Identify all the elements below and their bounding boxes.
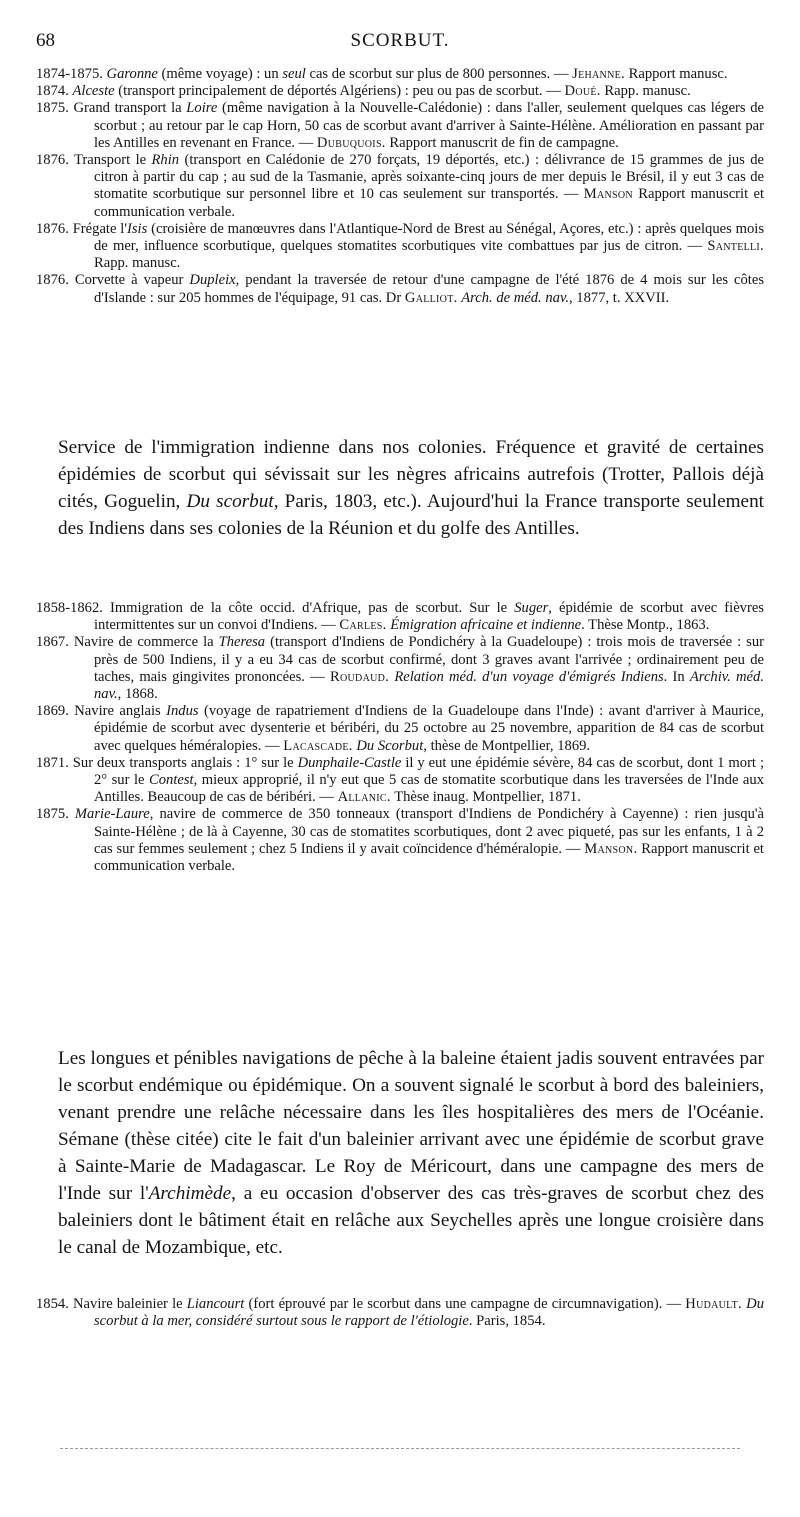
text-run: . Thèse Montp., 1863.: [581, 617, 710, 634]
entry-year: 1854.: [36, 1296, 73, 1312]
author-name: Carles.: [339, 617, 387, 634]
italic-text: Du Scorbut: [356, 737, 424, 754]
page-number: 68: [36, 30, 55, 51]
text-run: , a eu occasion d'observer des cas très-graves de scorbut chez des baleiniers dont le bâtiment était en relâche aux Seychelles après une longue croisière dans le canal de Mozambique, etc.: [58, 1183, 764, 1258]
chronology-entry: [36, 1296, 764, 1330]
text-run: (transport d'Indiens de Pondichéry à la Guadeloupe) : trois mois de traversée : sur près de 500 Indiens, il y a eu 34 cas de scorbut confirmé, dont 3 graves avant l'arrivée ; ordinairement peu de taches, mais gingivites prononcées. —: [94, 634, 765, 685]
text-run: Navire de commerce la: [73, 634, 219, 651]
entry-year: 1867.: [36, 634, 74, 651]
entries-block-3: [36, 1296, 764, 1330]
italic-text: Arch. de méd. nav.: [461, 289, 569, 306]
author-name: Hudault.: [685, 1296, 743, 1312]
italic-text: Du scorbut à la mer, considéré surtout sous le rapport de l'étiologie: [94, 1296, 765, 1330]
text-run: cas de scorbut sur plus de 800 personnes. —: [305, 66, 573, 82]
text-run: il y eut une épidémie sévère, 84 cas de scorbut, dont 1 mort ; 2° sur le: [94, 754, 764, 789]
text-run: Service de l'immigration indienne dans nos colonies. Fréquence et gravité de certaines épidémies de scorbut qui sévissait sur les nègres africains autrefois (Trotter, Pallois déjà cités, Goguelin,: [58, 437, 764, 512]
text-run: (transport en Calédonie de 270 forçats, 19 déportés, etc.) : délivrance de 15 grammes de jus de citron à partir du cap ; au sud de la Tasmanie, après soixante-cinq jours de mer depuis le Brésil, il y eut 3 cas de stomatite scorbutique sur personnel libre et 10 cas seulement sur transportés. —: [94, 152, 764, 203]
entry-year: 1871.: [36, 754, 73, 771]
text-run: Frégate l': [72, 220, 127, 237]
author-name: Galliot.: [404, 289, 458, 306]
chronology-entry: [36, 600, 764, 634]
italic-text: Indus: [166, 703, 199, 720]
running-title: SCORBUT.: [350, 30, 450, 51]
footer-rule: [60, 1448, 740, 1449]
text-run: Thèse inaug. Montpellier, 1871.: [390, 789, 581, 806]
paragraph-immigration: [58, 434, 764, 542]
italic-text: Archiv. méd. nav.: [94, 668, 764, 703]
text-run: Rapp. manusc.: [600, 83, 691, 100]
text-run: Rapport manuscrit de fin de campagne.: [385, 134, 619, 151]
chronology-entry: [36, 66, 764, 83]
text-run: Corvette à vapeur: [74, 272, 190, 289]
author-name: Santelli.: [707, 238, 764, 255]
italic-text: Isis: [126, 220, 148, 237]
italic-text: Du scorbut: [186, 491, 274, 512]
text-run: , navire de commerce de 350 tonneaux (transport d'Indiens de Pondichéry à Cayenne) : rien jusqu'à Sainte-Hélène ; de là à Cayenne, 30 cas de stomatites scorbutiques, dont 2 avec piqueté, pas sur les enfants, 1 à 2 cas sur femmes seulement ; chez 5 Indiens il y avait coïncidence d'héméralopie. —: [94, 806, 765, 857]
text-run: Navire baleinier le: [73, 1296, 187, 1312]
italic-text: Theresa: [218, 634, 266, 651]
text-run: (fort éprouvé par le scorbut dans une campagne de circumnavigation). —: [244, 1296, 686, 1312]
text-run: (croisière de manœuvres dans l'Atlantique-Nord de Brest au Sénégal, Açores, etc.) : après quelques mois de mer, influence scorbutique, quelques stomatites scorbutiques vite combattues par jus de citron. —: [94, 220, 765, 255]
text-run: (transport principalement de déportés Algériens) : peu ou pas de scorbut. —: [114, 83, 565, 100]
page-header: [36, 30, 764, 56]
text-run: , 1877, t. XXVII.: [569, 289, 670, 306]
chronology-entry: [36, 703, 764, 755]
text-run: , mieux approprié, il n'y eut que 5 cas de stomatite scorbutique dans les traversées de l'Inde aux Antilles. Beaucoup de cas de béribéri. —: [94, 772, 764, 806]
entry-year: 1874-1875.: [36, 66, 107, 82]
paragraph-whaling: [58, 1045, 764, 1261]
italic-text: Suger: [514, 600, 549, 616]
chronology-entry: [36, 806, 764, 875]
chronology-entry: [36, 100, 764, 152]
entry-year: 1875.: [36, 100, 74, 117]
text-run: Grand transport la: [73, 100, 187, 117]
author-name: Lacascade.: [283, 737, 353, 754]
text-run: Rapp. manusc.: [94, 255, 181, 272]
entry-year: 1869.: [36, 703, 75, 720]
text-run: , thèse de Montpellier, 1869.: [423, 737, 591, 754]
author-name: Manson: [583, 186, 633, 203]
italic-text: Marie-Laure: [74, 806, 150, 823]
italic-text: Alceste: [72, 83, 115, 100]
chronology-entry: [36, 634, 764, 703]
text-run: Immigration de la côte occid. d'Afrique, pas de scorbut. Sur le: [109, 600, 515, 616]
italic-text: Garonne: [106, 66, 158, 82]
entry-year: 1876.: [36, 220, 73, 237]
author-name: Roudaud.: [329, 668, 390, 685]
author-name: Jehanne.: [572, 66, 625, 82]
text-run: , 1868.: [117, 686, 158, 703]
text-run: , pendant la traversée de retour d'une campagne de l'été 1876 de 4 mois sur les côtes d'Islande : sur 205 hommes de l'équipage, 91 cas. Dr: [94, 272, 765, 306]
author-name: Manson.: [584, 840, 638, 857]
chronology-entry: [36, 221, 764, 273]
text-run: Rapport manuscrit et communication verbale.: [94, 186, 764, 220]
entry-year: 1858-1862.: [36, 600, 110, 616]
text-run: (voyage de rapatriement d'Indiens de la Guadeloupe dans l'Inde) : avant d'arriver à Maurice, épidémie de scorbut avec dysenterie et béribéri, du 25 octobre au 25 novembre, apparition de 84 cas de scorbut avec quelques héméralopies. —: [94, 703, 764, 754]
text-run: Rapport manusc.: [624, 66, 728, 82]
text-run: , épidémie de scorbut avec fièvres intermittentes sur un convoi d'Indiens. —: [94, 600, 764, 634]
text-run: , Paris, 1803, etc.). Aujourd'hui la France transporte seulement des Indiens dans ses colonies de la Réunion et du golfe des Antilles.: [58, 491, 764, 539]
text-run: . Paris, 1854.: [468, 1313, 546, 1330]
italic-text: Loire: [186, 100, 218, 117]
italic-text: Contest: [149, 772, 194, 789]
entry-year: 1874.: [36, 83, 73, 100]
text-run: (même navigation à la Nouvelle-Calédonie) : dans l'aller, seulement quelques cas légers de scorbut ; au retour par le cap Horn, 50 cas de scorbut avant d'arriver à Sainte-Hélène. Amélioration en passant par les Antilles en revenant en France. —: [94, 100, 765, 151]
italic-text: Archimède: [148, 1183, 232, 1204]
chronology-entry: [36, 83, 764, 100]
italic-text: Émigration africaine et indienne: [390, 617, 582, 634]
italic-text: Dupleix: [189, 272, 236, 289]
text-run: Transport le: [73, 152, 152, 169]
italic-text: Rhin: [151, 152, 180, 169]
text-run: (même voyage) : un: [157, 66, 283, 82]
italic-text: Relation méd. d'un voyage d'émigrés Indiens: [394, 668, 664, 685]
author-name: Dubuquois.: [316, 134, 386, 151]
entry-year: 1876.: [36, 272, 75, 289]
entries-block-1: [36, 66, 764, 307]
chronology-entry: [36, 272, 764, 306]
text-run: Navire anglais: [74, 703, 167, 720]
text-run: Les longues et pénibles navigations de pêche à la baleine étaient jadis souvent entravées par le scorbut endémique ou épidémique. On a souvent signalé le scorbut à bord des baleiniers, venant prendre une relâche nécessaire dans les îles hospitalières des mers de l'Océanie. Sémane (thèse citée) cite le fait d'un baleinier arrivant avec une épidémie de scorbut grave à Sainte-Marie de Madagascar. Le Roy de Méricourt, dans une campagne des mers de l'Inde sur l': [58, 1048, 764, 1204]
italic-text: seul: [282, 66, 306, 82]
entry-year: 1875.: [36, 806, 75, 823]
text-run: Sur deux transports anglais : 1° sur le: [72, 754, 298, 771]
author-name: Doué.: [564, 83, 601, 100]
entry-year: 1876.: [36, 152, 74, 169]
author-name: Allanic.: [337, 789, 391, 806]
chronology-entry: [36, 152, 764, 221]
entries-block-2: [36, 600, 764, 875]
chronology-entry: [36, 755, 764, 807]
italic-text: Liancourt: [186, 1296, 245, 1312]
text-run: . In: [663, 668, 690, 685]
text-run: Rapport manuscrit et communication verbale.: [94, 840, 764, 875]
italic-text: Dunphaile-Castle: [297, 754, 402, 771]
